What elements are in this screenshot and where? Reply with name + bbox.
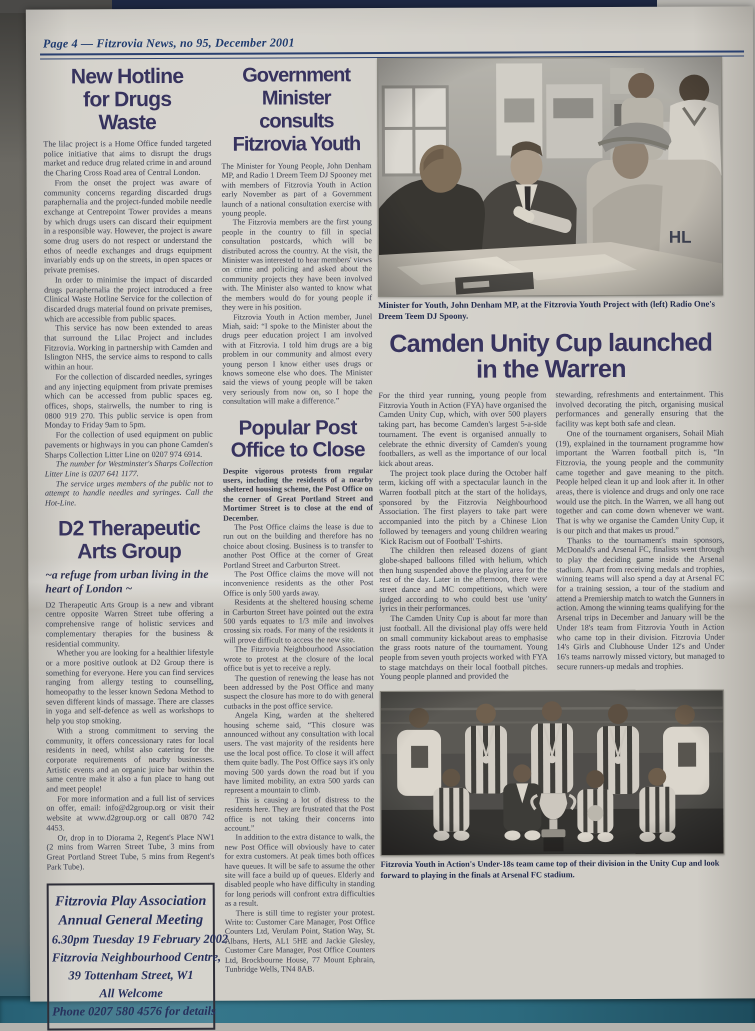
paragraph: In order to minimise the impact of discarded drugs paraphernalia the project introduced a free Clinical Waste Hotline Service for the collection of discarded drugs material found on private premises, which are accessible from public spaces.: [44, 274, 213, 324]
notice-line: 39 Tottenham Street, W1: [68, 968, 194, 983]
paragraph: This is causing a lot of distress to the residents here. They are frustrated that the Post office is not taking their concerns into account.”: [224, 794, 375, 833]
team-photo-caption: Fitzrovia Youth in Action's Under-18s team came top of their division in the Unity Cup and look forward to playing in the finals at Arsenal FC stadium.: [380, 858, 720, 881]
paragraph: The Fitzrovia Neighbourhood Association wrote to protest at the closure of the local office but is yet to receive a reply.: [223, 644, 374, 673]
article-body-hotline: [43, 139, 213, 508]
team-photo-art: [381, 691, 724, 855]
paragraph: Residents at the sheltered housing scheme in Carburton Street have pointed out the extra 500 yards equates to 1/3 mile and involves crossing six roads. For many of the residents it will prove difficult to access the new site.: [223, 597, 374, 645]
notice-line: Phone 0207 580 4576 for details: [52, 1004, 216, 1019]
article-title-hotline: New Hotline for Drugs Waste: [70, 64, 184, 135]
right-column: [377, 57, 726, 882]
article-body-post-office: [223, 466, 375, 975]
paragraph: The Post Office claims the move will not inconvenience residents as the other Post Office is only 500 yards away.: [223, 569, 374, 598]
notice-line: All Welcome: [99, 986, 163, 1001]
paragraph: Despite vigorous protests from regular users, including the residents of a nearby sheltered housing scheme, the Post Office on the corner of Great Portland Street and Mortimer Street is to close at the end of December.: [222, 465, 374, 523]
team-photo: [380, 690, 725, 856]
minister-visit-photo-art: [378, 58, 722, 296]
minister-visit-photo: [377, 57, 723, 298]
paragraph: In addition to the extra distance to walk, the new Post Office will obviously have to cater for extra customers. At peak times both offices have queues. It will be safe to assume the other site will face a build up of queues. Elderly and disabled people who have difficulty in standing for long periods will confront extra difficulties as a result.: [224, 832, 375, 908]
notice-line: Fitzrovia Neighbourhood Centre,: [51, 950, 222, 965]
paragraph: The children then released dozens of giant globe-shaped balloons filled with helium, which then hung suspended above the playing area for the rest of the day. Later in the afternoon, there were street dance and MC competitions, which were judged according to who could best use 'unity' lyrics in their performances.: [379, 545, 548, 614]
notice-line: 6.30pm Tuesday 19 February 2002: [51, 932, 229, 947]
paragraph: With a strong commitment to serving the community, it offers concessionary rates for local residents in need, whilst also catering for the corporate requirements of nearby businesses. Artistic events and an organic juice bar within the same centre make it also a fun place to hang out and meet people!: [46, 725, 215, 794]
page-header: Page 4 — Fitzrovia News, no 95, December 2001: [42, 35, 295, 51]
paragraph: stewarding, refreshments and entertainment. This involved decorating the pitch, organising musical performances and generally ensuring that the facility was kept both safe and clean.: [555, 389, 724, 429]
newspaper-page: [26, 6, 755, 1019]
notice-line: Fitzrovia Play Association: [55, 894, 207, 910]
paragraph: One of the tournament organisers, Sohail Miah (19), explained in the tournament programme how important the Warren football pitch is, “In Fitzrovia, the young people and the community came together and gave meaning to the pitch. People helped clean it up and look after it. In other areas, there is violence and drugs and only one race would use the pitch. In the Warren, we all hang out together and can come down whenever we want. That is why we organise the Camden Unity Cup, it is our pitch and that makes us proud.”: [555, 428, 725, 536]
paragraph: The Post Office claims the lease is due to run out on the building and therefore has no choice about closing. Business is to transfer to another Post Office at the corner of Great Portland Street and Carburton Street.: [223, 522, 374, 570]
paragraph: The project took place during the October half term, kicking off with a spectacular launch in the Warren football pitch at the start of the holidays, sponsored by the Fitzrovia Neighbourhood Association. The first players to take part were accompanied into the pitch by a Chinese Lion followed by teenagers and young children wearing 'Kick Racism out of Football' T-shirts.: [378, 467, 548, 546]
article-title-minister: Government Minister consults Fitzrovia Youth: [232, 64, 361, 156]
paragraph: D2 Therapeutic Arts Group is a new and vibrant centre opposite Warren Street tube offering a comprehensive range of holistic services and complementary therapies for the business & residential community.: [45, 599, 214, 649]
paragraph: From the onset the project was aware of community concerns regarding discarded drugs paraphernalia and the project-funded mobile needle exchange at Centrepoint Tower provides a means by which drugs users can discard their equipment in a responsible way. However, the project is aware some drug users do not respect or understand the ethos of needle exchanges and drugs equipment invariably ends up on the streets, in open spaces or private premises.: [43, 177, 212, 275]
paragraph: Fitzrovia Youth in Action member, Junel Miah, said: “I spoke to the Minister about the drugs peer education project I am involved with at Fitzrovia. I told him drugs are a big problem in our community and almost every young person I know either uses drugs or knows someone else who does. The Minister said the views of young people will be taken very seriously from now on, so I hope the consultation will make a difference.”: [222, 311, 373, 406]
article-subtitle-d2: ~a refuge from urban living in the heart of London ~: [45, 568, 209, 596]
minister-photo-caption: Minister for Youth, John Denham MP, at the Fitzrovia Youth Project with (left) Radio One's Dreem Teem DJ Spoony.: [378, 298, 716, 322]
article-body-minister: [222, 161, 373, 406]
left-column: [43, 63, 229, 1031]
unity-cup-subcolumn-right: [556, 390, 725, 682]
paragraph: The Camden Unity Cup is about far more than just football. All the divisional play offs were held on small community kickabout areas to emphasise the grass roots nature of the tournament. Young people from seven youth projects worked with FYA to stage matchdays on their local football pitches. Young people planned and provided the: [379, 613, 548, 682]
paragraph: This service has now been extended to areas that surround the Lilac Project and includes Fitzrovia. Working in partnership with Camden and Islington NHS, the service aims to respond to calls within an hour.: [44, 323, 213, 372]
paragraph: For the third year running, young people from Fitzrovia Youth in Action (FYA) have organised the Camden Unity Cup, which, with over 500 players taking part, has become Camden's largest 5-a-side tournament. The event is organised annually to celebrate the ethnic diversity of Camden's young footballers, as well as the importance of our local kick about areas.: [378, 390, 547, 468]
paragraph: The Minister for Young People, John Denham MP, and Radio 1 Dreem Teem DJ Spooney met with members of Fitzrovia Youth in Action early November as part of a Government launch of a national consultation exercise with young people.: [221, 161, 372, 218]
paragraph: Angela King, warden at the sheltered housing scheme said, “This closure was announced without any consultation with local users. The vast majority of the residents here use the local post office. To close it will affect them quite badly. The Post Office says it's only moving 500 yards down the road but if you have limited mobility, an extra 500 yards can represent a mountain to climb.: [223, 710, 375, 796]
paragraph: The service urges members of the public not to attempt to handle needles and syringes. Call the Hot-Line.: [44, 478, 213, 508]
article-title-d2: D2 Therapeutic Arts Group: [58, 516, 201, 564]
unity-cup-article: [379, 390, 725, 683]
notice-line: Annual General Meeting: [58, 913, 204, 929]
article-title-post-office: Popular Post Office to Close: [230, 415, 365, 462]
paragraph: For more information and a full list of services on offer, email: info@d2group.org or visit their website at www.d2group.org or call 0870 742 4453.: [46, 793, 215, 833]
paragraph: The Fitzrovia members are the first young people in the country to fill in special consultation postcards, which will be distributed across the country. At the visit, the Minister was interested to hear members' views on crime and policing and asked about the community projects they have been involved with. The Minister also wanted to know what the members would do for young people if they were in his position.: [221, 217, 373, 312]
article-body-d2: [45, 599, 214, 871]
paragraph: The number for Westminster's Sharps Collection Litter Line is 0207 641 1177.: [44, 458, 213, 479]
paragraph: For the collection of used equipment on public pavements or highways in you can phone Camden's Sharps Collection Litter Line on 0207 974 6914.: [44, 429, 213, 460]
paragraph: There is still time to register your protest. Write to: Customer Care Manager, Post Office Counters Ltd, Verulam Point, Station Way, St. Albans, Herts, AL1 5HE and Jackie Glesley, Customer Care Manager, Post Office Counters Ltd, Brockbourne House, 77 Mount Ephrain, Tunbridge Wells, TN4 8AB.: [224, 907, 376, 974]
unity-cup-subcolumn-left: [379, 390, 548, 682]
paragraph: The question of renewing the lease has not been addressed by the Post Office and many suspect the closure has more to do with general cutbacks in the post office service.: [223, 672, 374, 711]
paragraph: Thanks to the tournament's main sponsors, McDonald's and Arsenal FC, finalists went through to play the deciding game inside the Arsenal stadium. Apart from receiving medals and trophies, winning teams will also spend a day at Arsenal FC for a training session, a tour of the stadium and attend a Premiership match to watch the Gunners in action. Among the winning teams qualifying for the Arsenal trips in December and January will be the Under 18's team from Fitzrovia Youth in Action who came top in their division. Fitzrovia Under 14's Girls and Clubhouse Under 12's and Under 16's teams narrowly missed victory, but managed to secure runners-up medals and trophies.: [556, 535, 725, 671]
paragraph: Or, drop in to Diorama 2, Regent's Place NW1 (2 mins from Warren Street Tube, 3 mins from Great Portland Street Tube, 5 mins from Regent's Park Tube).: [46, 832, 215, 872]
paragraph: Whether you are looking for a healthier lifestyle or a more positive outlook at D2 Group there is something for everyone. Here you can find services ranging from allergy testing to counselling, homeopathy to the lesser known Sedona Method to seven different kinds of massage. There are classes in yoga and self-defence as well as workshops to help you stop smoking.: [45, 648, 214, 726]
paragraph: For the collection of discarded needles, syringes and any injecting equipment from private premises which can be accessed from public spaces eg. offices, shops, stairwells, the number to ring is 0800 919 270. This public service is open from Monday to Friday 9am to 5pm.: [44, 371, 213, 430]
paragraph: The lilac project is a Home Office funded targeted police initiative that aims to disrupt the drugs market and reduce drug related crime in and around the Charing Cross Road area of Central London.: [43, 138, 212, 178]
agm-notice-box: [47, 883, 229, 1031]
middle-column: [221, 62, 375, 974]
article-title-unity-cup: Camden Unity Cup launched in the Warren: [389, 328, 713, 384]
